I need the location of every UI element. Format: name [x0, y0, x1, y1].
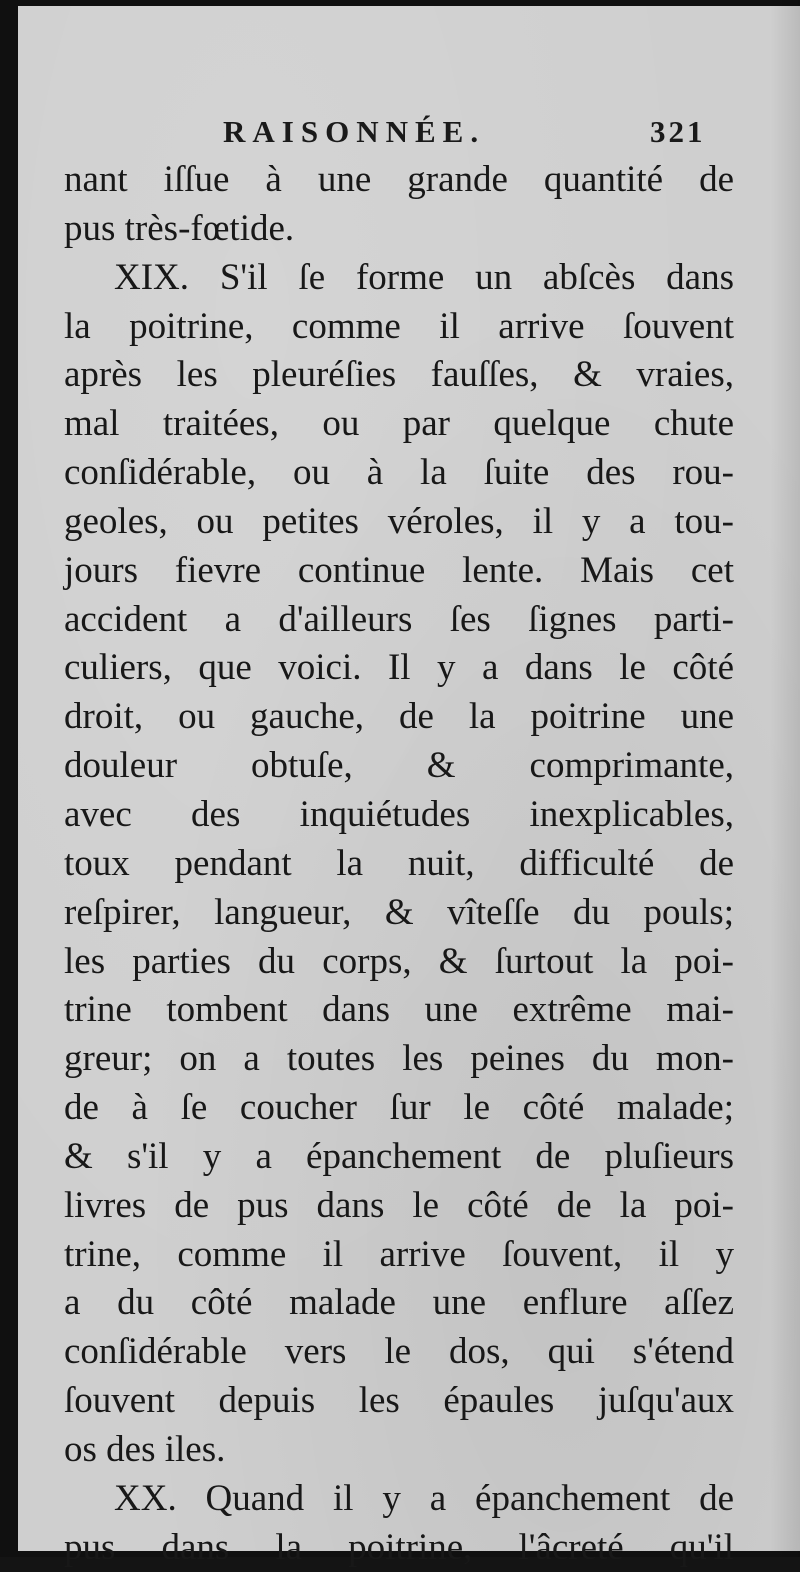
- text-line: culiers, que voici. Il y a dans le côté: [64, 647, 734, 689]
- text-line: pus très-fœtide.: [64, 207, 295, 249]
- text-line: geoles, ou petites véroles, il y a tou-: [64, 500, 734, 542]
- text-line: os des iles.: [64, 1428, 226, 1470]
- text-line: greur; on a toutes les peines du mon-: [64, 1038, 734, 1080]
- text-line: reſpirer, langueur, & vîteſſe du pouls;: [64, 891, 734, 933]
- text-line: a du côté malade une enflure aſſez: [64, 1282, 734, 1324]
- text-line: toux pendant la nuit, difficulté de: [64, 842, 734, 884]
- text-line: après les pleuréſies fauſſes, & vraies,: [64, 354, 734, 396]
- text-line: accident a d'ailleurs ſes ſignes parti-: [64, 598, 734, 640]
- text-line: de à ſe coucher ſur le côté malade;: [64, 1087, 734, 1129]
- body-text: [64, 156, 734, 1572]
- text-line: la poitrine, comme il arrive ſouvent: [64, 305, 734, 347]
- text-line: conſidérable vers le dos, qui s'étend: [64, 1331, 734, 1373]
- text-line: livres de pus dans le côté de la poi-: [64, 1184, 734, 1226]
- text-line: & s'il y a épanchement de pluſieurs: [64, 1135, 734, 1177]
- text-line: jours fievre continue lente. Mais cet: [64, 549, 734, 591]
- text-line: mal traitées, ou par quelque chute: [64, 403, 734, 445]
- text-line: trine, comme il arrive ſouvent, il y: [64, 1233, 734, 1275]
- text-line: trine tombent dans une extrême mai-: [64, 989, 734, 1031]
- page-number: 321: [650, 114, 706, 149]
- text-line: droit, ou gauche, de la poitrine une: [64, 696, 734, 738]
- text-line: pus dans la poitrine, l'âcreté qu'il: [64, 1526, 734, 1568]
- text-line: les parties du corps, & ſurtout la poi-: [64, 940, 734, 982]
- paragraph-start-line: XX. Quand il y a épanchement de: [114, 1477, 734, 1519]
- text-line: avec des inquiétudes inexplicables,: [64, 793, 734, 835]
- page-header: [18, 114, 800, 154]
- running-head: RAISONNÉE.: [223, 114, 486, 149]
- book-page: [18, 6, 800, 1568]
- page-edge-shadow: [770, 0, 800, 1557]
- text-line: douleur obtuſe, & comprimante,: [64, 745, 734, 787]
- paragraph-start-line: XIX. S'il ſe forme un abſcès dans: [114, 256, 734, 298]
- text-line: nant iſſue à une grande quantité de: [64, 159, 734, 200]
- text-line: conſidérable, ou à la ſuite des rou-: [64, 452, 734, 494]
- text-line: ſouvent depuis les épaules juſqu'aux: [64, 1380, 734, 1422]
